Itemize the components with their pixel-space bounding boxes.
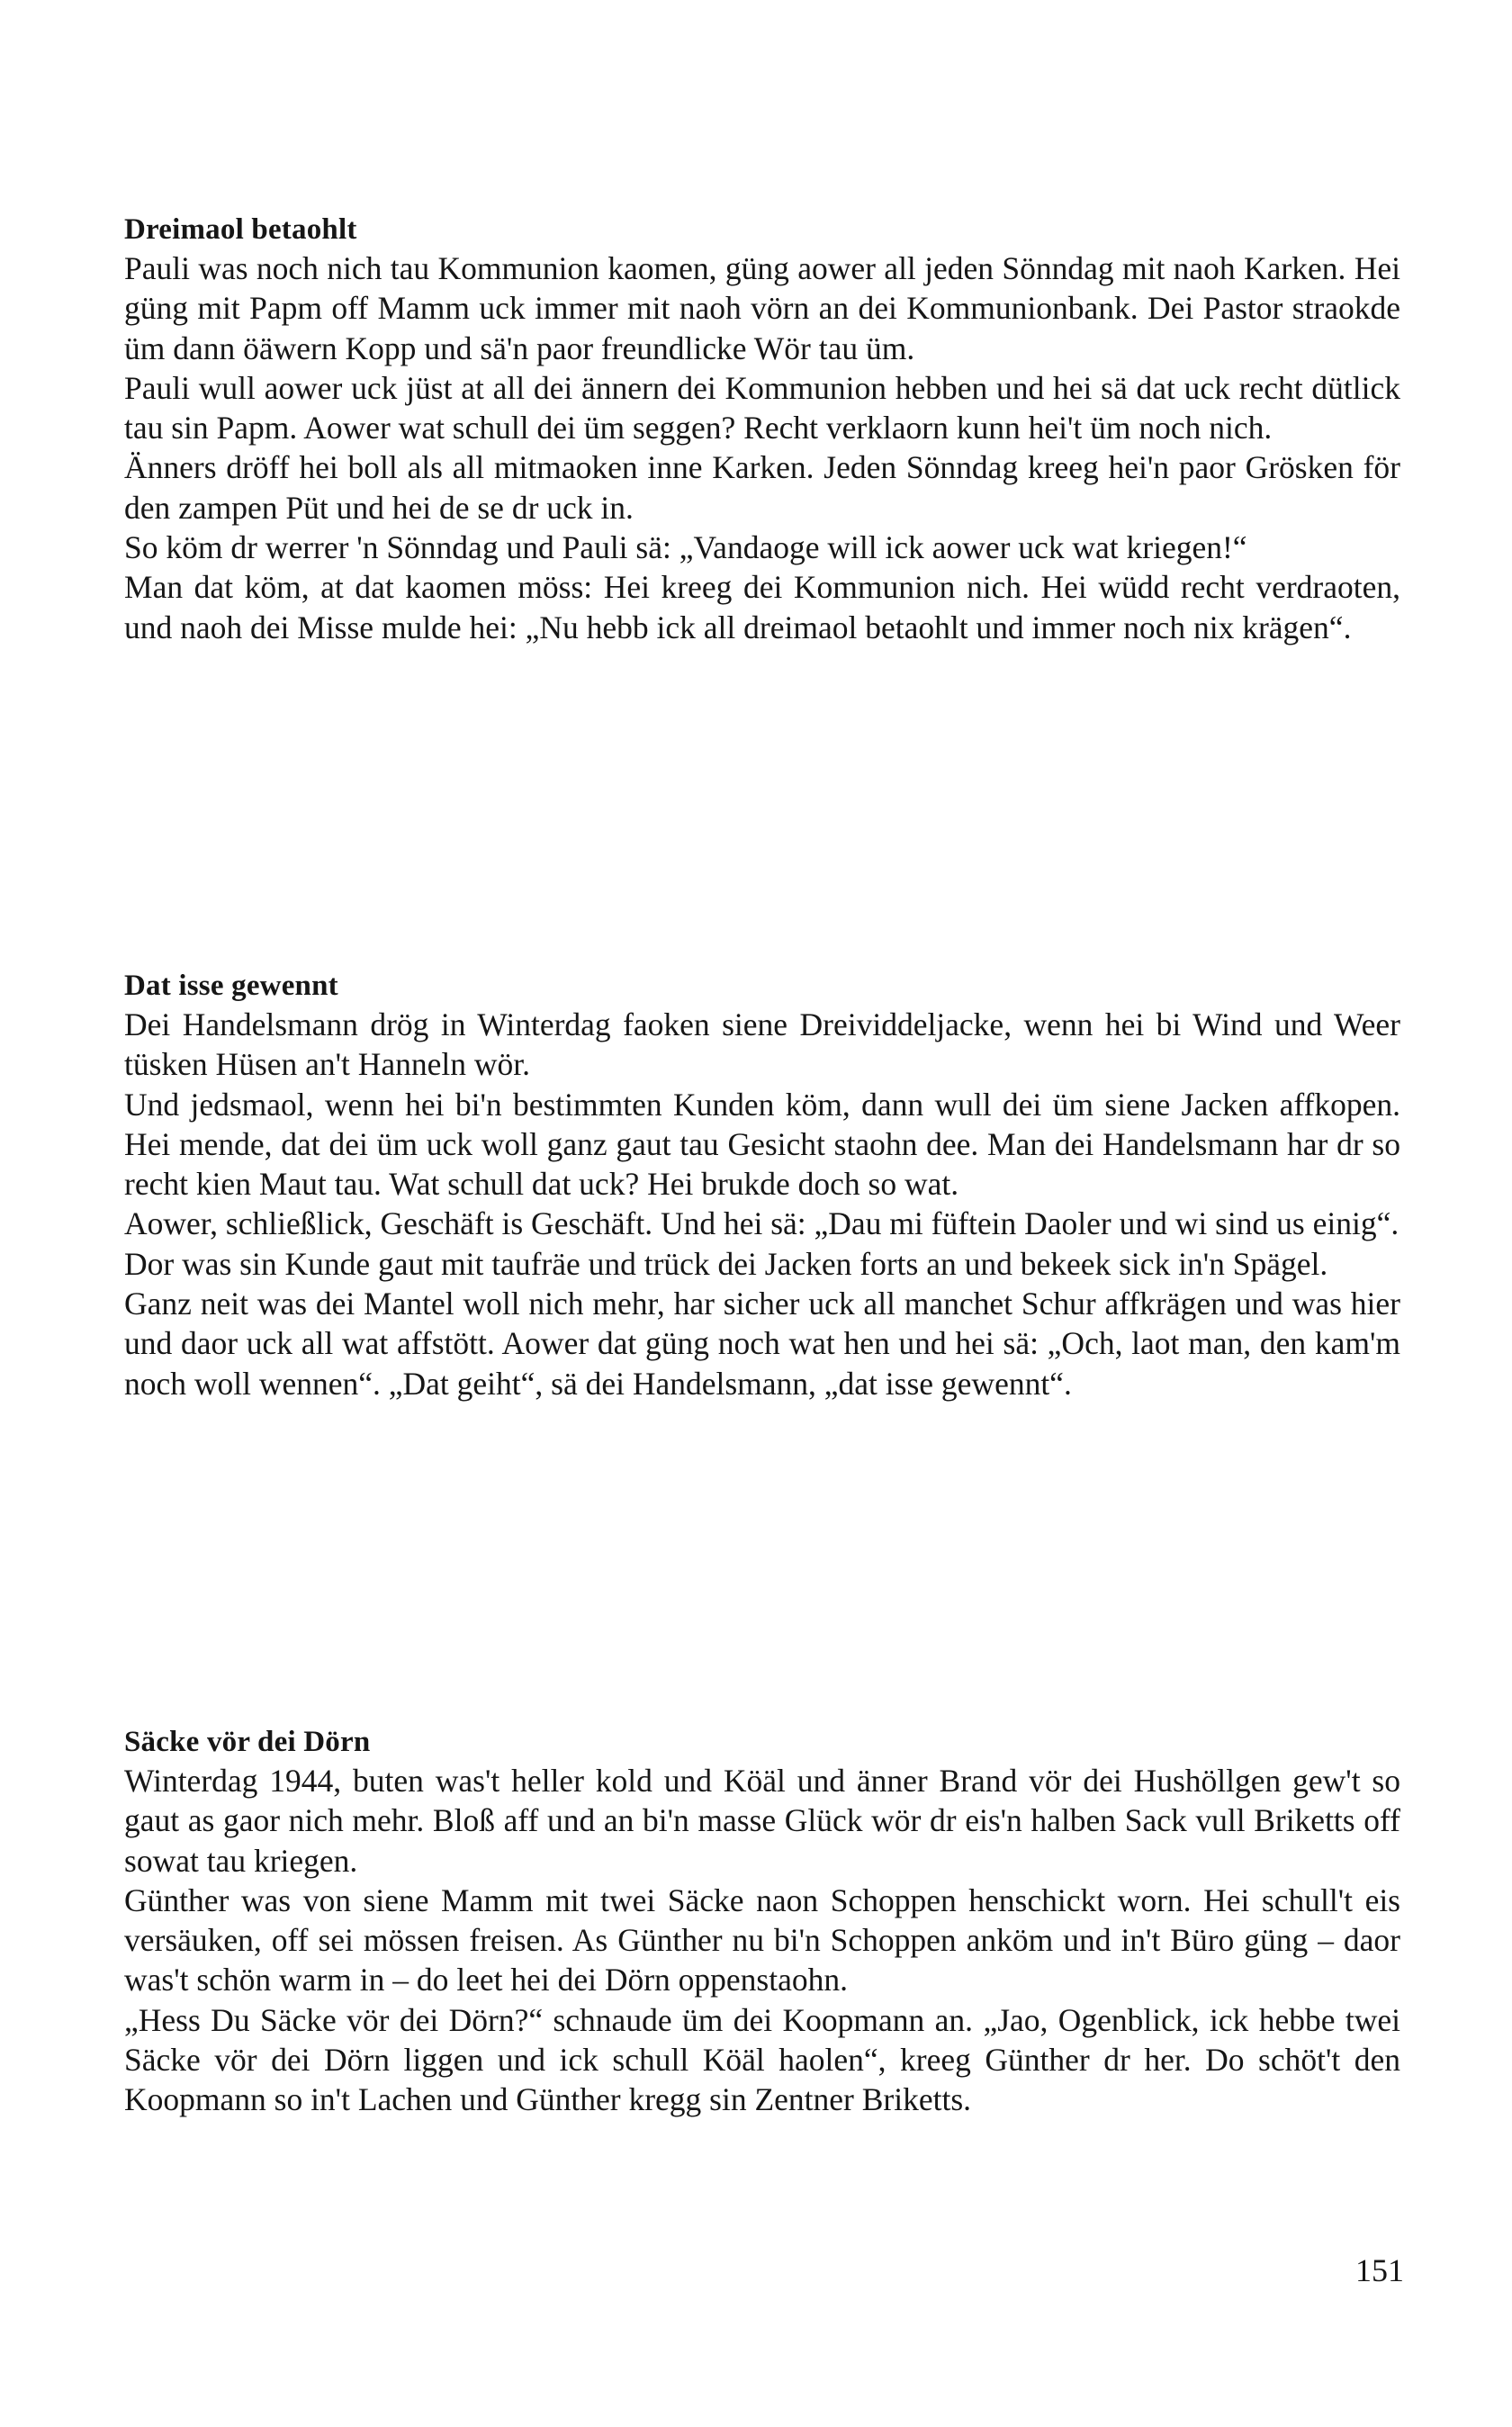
story-paragraph: Ganz neit was dei Mantel woll nich mehr, har sicher uck all manchet Schur affkrägen und was hier und daor uck all wat affstött. Aower dat güng noch wat hen und hei sä: „Och, laot man, den kam'm noch woll wennen“. „Dat geiht“, sä dei Handelsmann, „dat isse gewennt“.: [124, 1286, 1400, 1402]
story-paragraph: Aower, schließlick, Geschäft is Geschäft. Und hei sä: „Dau mi füftein Daoler und wi sind us einig“.: [124, 1205, 1400, 1242]
story-paragraph: Pauli was noch nich tau Kommunion kaomen, güng aower all jeden Sönndag mit naoh Karken. Hei güng mit Papm off Mamm uck immer mit naoh vörn an dei Kommunionbank. Dei Pastor straokde üm dann öäwern Kopp und sä'n paor freundlicke Wör tau üm.: [124, 250, 1400, 366]
page-number: 151: [1355, 2252, 1404, 2288]
story-paragraph: Und jedsmaol, wenn hei bi'n bestimmten Kunden köm, dann wull dei üm siene Jacken affkopen. Hei mende, dat dei üm uck woll ganz gaut tau Gesicht staohn dee. Man dei Handelsmann har dr so recht kien Maut tau. Wat schull dat uck? Hei brukde doch so wat.: [124, 1086, 1400, 1203]
story-paragraph: Man dat köm, at dat kaomen möss: Hei kreeg dei Kommunion nich. Hei wüdd recht verdraoten, und naoh dei Misse mulde hei: „Nu hebb ick all dreimaol betaohlt und immer noch nix krägen“.: [124, 569, 1400, 645]
story-saecke-voer-dei-doern: [124, 1723, 1400, 2120]
story-paragraph: Pauli wull aower uck jüst at all dei ännern dei Kommunion hebben und hei sä dat uck recht dütlick tau sin Papm. Aower wat schull dei üm seggen? Recht verklaorn kunn hei't üm noch nich.: [124, 369, 1400, 447]
story-title: Dat isse gewennt: [124, 970, 338, 1002]
story-dreimaol-betaohlt: [124, 211, 1400, 647]
story-paragraph: Dor was sin Kunde gaut mit taufräe und trück dei Jacken forts an und bekeek sick in'n Spägel.: [124, 1245, 1328, 1282]
story-title: Dreimaol betaohlt: [124, 213, 357, 246]
story-title: Säcke vör dei Dörn: [124, 1726, 371, 1758]
story-paragraph: Dei Handelsmann drög in Winterdag faoken siene Dreividdeljacke, wenn hei bi Wind und Weer tüsken Hüsen an't Hanneln wör.: [124, 1006, 1400, 1083]
story-paragraph: Winterdag 1944, buten was't heller kold und Köäl und änner Brand vör dei Hushöllgen gew't so gaut as gaor nich mehr. Bloß aff und an bi'n masse Glück wör dr eis'n halben Sack vull Briketts off sowat tau kriegen.: [124, 1763, 1400, 1879]
story-paragraph: So köm dr werrer 'n Sönndag und Pauli sä: „Vandaoge will ick aower uck wat kriegen!“: [124, 529, 1247, 566]
story-paragraph: Änners dröff hei boll als all mitmaoken inne Karken. Jeden Sönndag kreeg hei'n paor Grösken för den zampen Püt und hei de se dr uck in.: [124, 449, 1400, 526]
story-paragraph: „Hess Du Säcke vör dei Dörn?“ schnaude üm dei Koopmann an. „Jao, Ogenblick, ick hebbe twei Säcke vör dei Dörn liggen und ick schull Köäl haolen“, kreeg Günther dr her. Do schöt't den Koopmann so in't Lachen und Günther kregg sin Zentner Briketts.: [124, 2001, 1400, 2118]
story-paragraph: Günther was von siene Mamm mit twei Säcke naon Schoppen henschickt worn. Hei schull't eis versäuken, off sei mössen freisen. As Günther nu bi'n Schoppen anköm und in't Büro güng – daor was't schön warm in – do leet hei dei Dörn oppenstaohn.: [124, 1881, 1400, 1998]
story-dat-isse-gewennt: [124, 967, 1400, 1403]
